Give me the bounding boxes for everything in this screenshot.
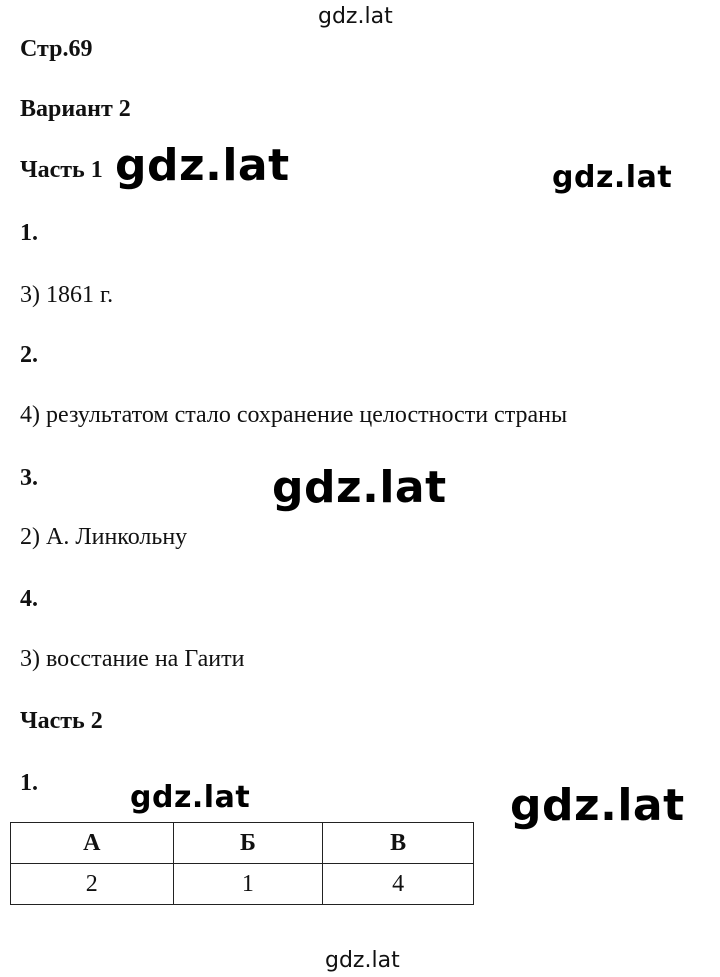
answer-text: 4) результатом стало сохранение целостности страны — [20, 402, 568, 428]
table-header-row — [11, 823, 474, 864]
table-cell: 2 — [11, 864, 174, 905]
table-header-cell: А — [11, 823, 174, 864]
question-number: 4. — [20, 586, 38, 612]
question-number: 1. — [20, 770, 38, 796]
part1-title: Часть 1 — [20, 157, 103, 183]
table-row — [11, 864, 474, 905]
watermark-medium-table: gdz.lat — [130, 780, 251, 815]
answer-table — [10, 822, 474, 905]
question-number: 1. — [20, 220, 38, 246]
answer-text: 3) 1861 г. — [20, 282, 114, 308]
table-cell: 4 — [323, 864, 474, 905]
watermark-top: gdz.lat — [318, 4, 393, 29]
page-reference: Стр.69 — [20, 36, 93, 62]
question-number: 3. — [20, 465, 38, 491]
watermark-medium-right: gdz.lat — [552, 160, 673, 195]
table-header-cell: В — [323, 823, 474, 864]
variant-title: Вариант 2 — [20, 96, 131, 122]
table-cell: 1 — [173, 864, 323, 905]
answer-text: 3) восстание на Гаити — [20, 646, 245, 672]
watermark-large-right: gdz.lat — [510, 780, 685, 831]
watermark-bottom: gdz.lat — [325, 948, 400, 973]
answer-text: 2) А. Линкольну — [20, 524, 188, 550]
question-number: 2. — [20, 342, 38, 368]
table-header-cell: Б — [173, 823, 323, 864]
watermark-large-center: gdz.lat — [272, 462, 447, 513]
watermark-large-1: gdz.lat — [115, 140, 290, 191]
part2-title: Часть 2 — [20, 708, 103, 734]
